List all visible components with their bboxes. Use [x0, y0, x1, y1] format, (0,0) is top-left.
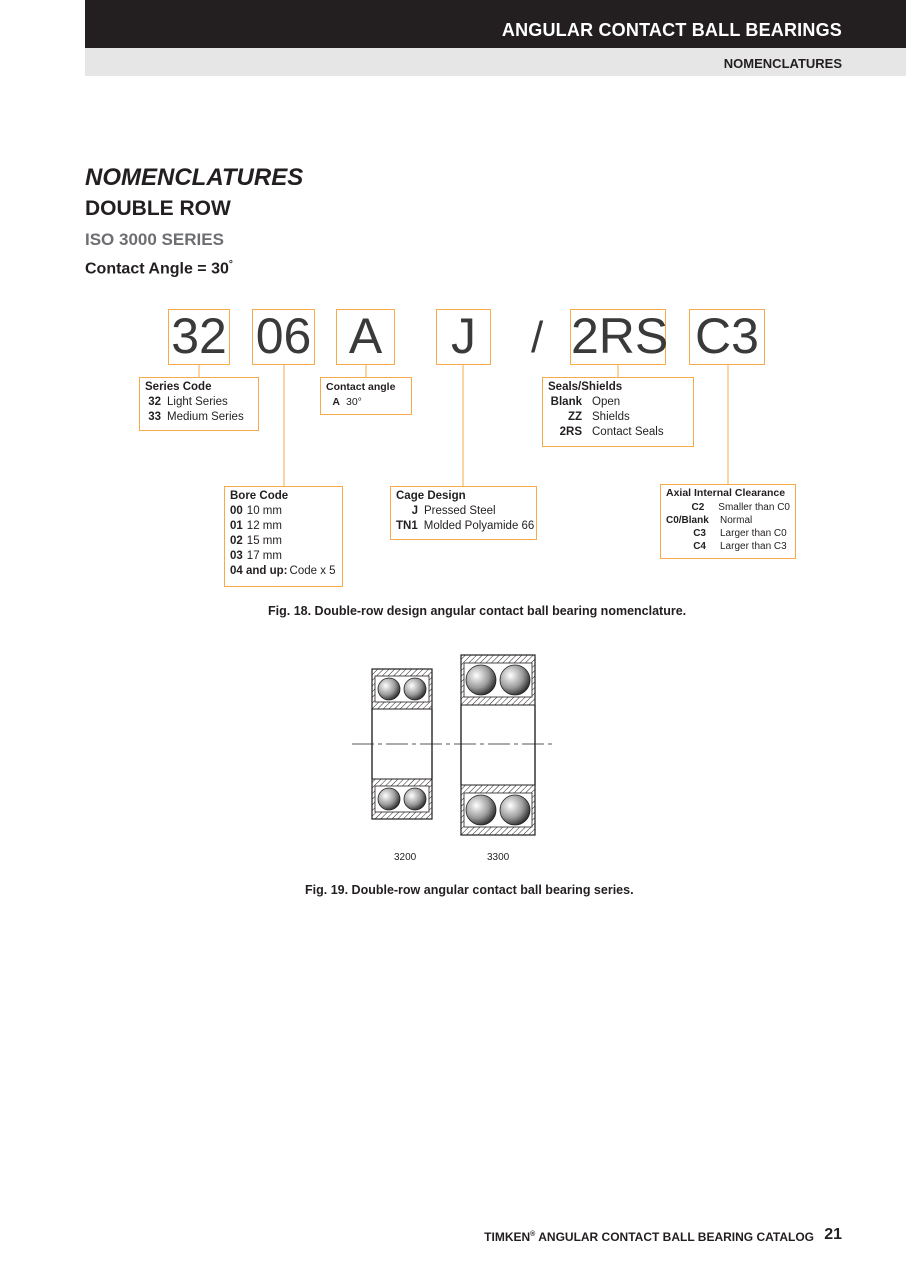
section-title: NOMENCLATURES — [85, 164, 304, 191]
bearing-label-3300: 3300 — [487, 852, 510, 863]
contact-angle-box — [320, 377, 412, 415]
footer-text: ANGULAR CONTACT BALL BEARING CATALOG — [535, 1230, 814, 1244]
header-title: ANGULAR CONTACT BALL BEARINGS — [501, 20, 842, 40]
code-series: 32 — [168, 309, 230, 365]
series-heading: ISO 3000 SERIES — [85, 230, 224, 249]
fig19-caption: Fig. 19. Double-row angular contact ball bearing series. — [305, 883, 634, 897]
series-code-row: 32 Light Series — [148, 396, 228, 408]
subheader-title: NOMENCLATURES — [723, 56, 842, 71]
clearance-row: C0/Blank Normal — [666, 515, 753, 526]
bearing-label-3200: 3200 — [394, 852, 417, 863]
page-number: 21 — [824, 1226, 842, 1243]
registered-mark: ® — [530, 1231, 536, 1238]
code-seals: 2RS — [571, 308, 669, 364]
clearance-title: Axial Internal Clearance — [666, 487, 786, 499]
footer-brand: TIMKEN — [484, 1230, 531, 1244]
clearance-row: C4 Larger than C3 — [693, 541, 787, 552]
code-cage: J — [436, 309, 491, 365]
cage-design-row: J Pressed Steel — [411, 505, 496, 517]
bearing-3300-drawing — [461, 655, 535, 835]
cage-design-title: Cage Design — [396, 490, 466, 502]
bore-code-box — [224, 486, 343, 587]
bearing-cross-section-illustration — [340, 650, 570, 840]
contact-angle-row: A 30° — [332, 396, 362, 408]
series-code-row: 33 Medium Series — [148, 411, 244, 423]
bore-code-row: 01 12 mm — [230, 520, 282, 532]
contact-angle-box-title: Contact angle — [326, 381, 396, 393]
bore-code-row: 02 15 mm — [230, 535, 282, 547]
clearance-box — [660, 484, 796, 559]
cage-design-row: TN1 Molded Polyamide 66 — [396, 520, 535, 532]
bore-code-row: 00 10 mm — [230, 505, 282, 517]
footer-catalog-title — [484, 1230, 814, 1244]
code-bore: 06 — [252, 309, 315, 365]
degree-symbol: ° — [228, 259, 233, 270]
seals-row: 2RS Contact Seals — [559, 426, 664, 438]
code-contact-angle: A — [336, 309, 395, 365]
fig18-caption: Fig. 18. Double-row design angular contact ball bearing nomenclature. — [268, 604, 687, 618]
bore-code-row: 04 and up: Code x 5 — [230, 565, 336, 577]
bore-code-title: Bore Code — [230, 490, 289, 502]
series-code-title: Series Code — [145, 381, 212, 393]
seals-row: ZZ Shields — [567, 411, 630, 423]
bore-code-row: 03 17 mm — [230, 550, 282, 562]
code-slash: / — [531, 313, 544, 362]
series-code-box — [139, 377, 259, 431]
seals-box — [542, 377, 694, 447]
seals-title: Seals/Shields — [548, 381, 623, 393]
clearance-row: C3 Larger than C0 — [693, 528, 787, 539]
seals-row: Blank Open — [550, 396, 621, 408]
section-subtitle: DOUBLE ROW — [85, 197, 231, 220]
code-clearance: C3 — [689, 309, 765, 365]
contact-angle-text: Contact Angle = 30 — [85, 260, 229, 278]
cage-design-box — [390, 486, 537, 540]
clearance-row: C2 Smaller than C0 — [691, 502, 790, 513]
